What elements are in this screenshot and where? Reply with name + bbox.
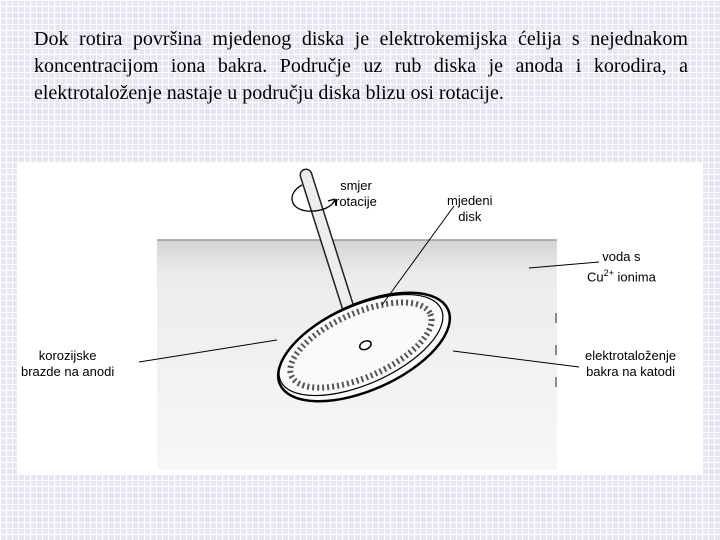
corrosion-label: korozijske brazde na anodi <box>21 348 115 379</box>
water-label: voda s $Cu^{2+}$ ionima <box>587 249 656 285</box>
rotation-direction-label: smjer rotacije <box>335 178 377 209</box>
description-paragraph: Dok rotira površina mjedenog diska je elektrokemijska ćelija s nejednakom koncentracijom iona bakra. Područje uz rub diska je anoda i korodira, a elektrotaloženje nastaje u području diska blizu osi rotacije. <box>34 28 688 104</box>
deposit-label: elektrotaloženje bakra na katodi <box>585 348 677 379</box>
brass-disk-label: mjedeni disk <box>447 193 493 224</box>
disk-diagram <box>17 163 703 475</box>
